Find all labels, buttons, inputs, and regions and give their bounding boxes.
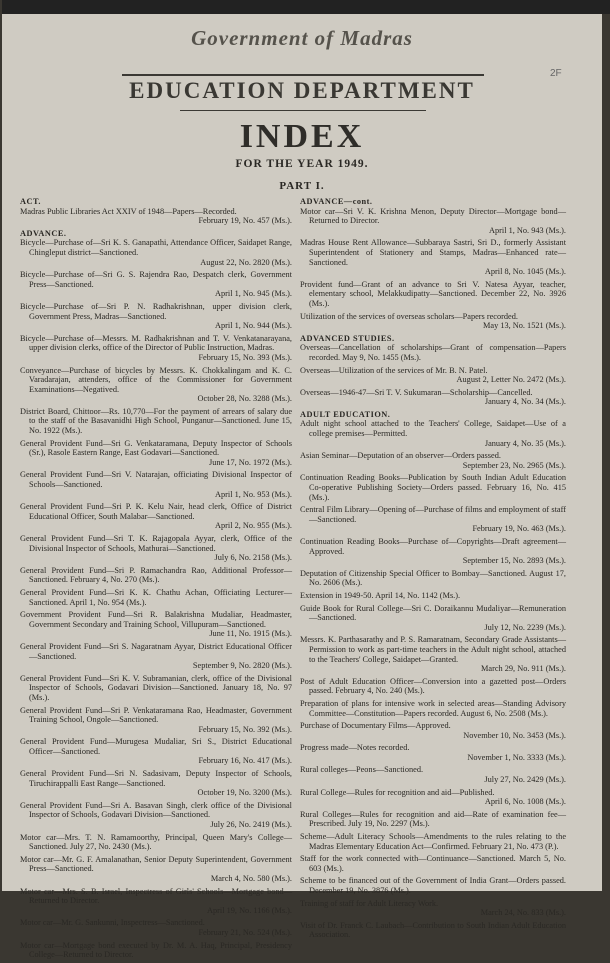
entry-text: Overseas—Utilization of the services of Mr. B. N. Patel. (300, 365, 488, 375)
index-entry (300, 788, 566, 807)
index-entry (20, 674, 292, 703)
year-heading: FOR THE YEAR 1949. (235, 158, 369, 170)
entry-text: Conveyance—Purchase of bicycles by Messrs. K. Chokkalingam and K. C. Varadarajan, attenders, office of the Commissioner for Government Examinations—Negatived. (20, 365, 292, 394)
entry-reference: February 19, No. 463 (Ms.). (472, 524, 566, 534)
index-entry (300, 899, 566, 918)
entry-reference: January 4, No. 35 (Ms.). (484, 438, 566, 448)
index-entry (20, 887, 292, 916)
index-entry (300, 280, 566, 309)
entry-reference: September 9, No. 2820 (Ms.). (192, 661, 292, 671)
entry-reference: January 4, No. 34 (Ms.). (484, 397, 566, 407)
entry-reference: February 16, No. 417 (Ms.). (198, 756, 292, 766)
entry-text: Madras House Rent Allowance—Subbaraya Sastri, Sri D., formerly Assistant Superintendent of Stationery and Stamps, Madras—Enhanced rate—Sanctioned. (300, 238, 566, 267)
entry-text: Asian Seminar—Deputation of an observer—Orders passed. (300, 451, 501, 461)
index-entry (20, 769, 292, 798)
index-title: INDEX (239, 118, 365, 155)
index-entry (20, 238, 292, 267)
index-entry (20, 941, 292, 960)
entry-text: General Provident Fund—Sri A. Basavan Singh, clerk office of the Divisional Inspector of Schools, Godavari Division—Sanctioned. (20, 800, 292, 820)
entry-reference: February 19, No. 457 (Ms.). (198, 216, 292, 226)
entry-reference: April 1, No. 943 (Ms.). (489, 225, 566, 235)
entry-reference: July 12, No. 2239 (Ms.). (484, 622, 566, 632)
index-entry (300, 473, 566, 502)
entry-reference: August 22, No. 2820 (Ms.). (200, 257, 292, 267)
index-entry (20, 566, 292, 585)
entry-text: Messrs. K. Parthasarathy and P. S. Ramaratnam, Secondary Grade Assistants—Permission to work as part-time teachers in the Adult night school, attached to the Teachers' College, Saidapet—Granted. (300, 635, 566, 664)
entry-text: Staff for the work connected with—Continuance—Sanctioned. March 5, No. 603 (Ms.). (300, 854, 566, 873)
entry-text: Bicycle—Purchase of—Sri G. S. Rajendra Rao, Despatch clerk, Government Press—Sanctioned. (20, 270, 292, 289)
government-heading: Government of Madras (191, 26, 413, 50)
section-heading: ACT. (20, 197, 41, 206)
index-entry (300, 832, 566, 851)
entry-text: Bicycle—Purchase of—Sri K. S. Ganapathi, Attendance Officer, Saidapet Range, Chingleput district—Sanctioned. (20, 238, 292, 257)
entry-reference: April 2, No. 955 (Ms.). (215, 521, 292, 531)
index-entry (20, 610, 292, 639)
index-entry (300, 876, 566, 895)
right-column (300, 194, 566, 943)
entry-text: Bicycle—Purchase of—Sri P. N. Radhakrishnan, upper division clerk, Government Press, Madras—Sanctioned. (20, 301, 292, 321)
entry-text: Motor car—Sri V. K. Krishna Menon, Deputy Director—Mortgage bond—Returned to Director. (300, 206, 566, 226)
index-entry (20, 270, 292, 299)
top-rule (122, 74, 484, 76)
entry-reference: March 4, No. 580 (Ms.). (210, 874, 292, 883)
index-entry (300, 419, 566, 448)
index-entry (300, 451, 566, 470)
entry-text: Bicycle—Purchase of—Messrs. M. Radhakrishnan and T. V. Venkatanarayana, upper division clerks, office of the Director of Public Instruction, Madras. (20, 333, 292, 353)
index-entry (300, 505, 566, 534)
entry-text: Continuation Reading Books—Purchase of—Copyrights—Draft agreement—Approved. (300, 537, 566, 556)
index-entry (300, 699, 566, 718)
entry-text: General Provident Fund—Sri P. Ramachandra Rao, Additional Professor—Sanctioned. February 4, No. 270 (Ms.). (20, 565, 292, 585)
entry-text: Rural College—Rules for recognition and aid—Published. (300, 787, 495, 797)
section-heading: ADULT EDUCATION. (300, 409, 391, 419)
scan-top-edge (2, 0, 610, 14)
index-entry (20, 334, 292, 363)
entry-reference: March 24, No. 833 (Ms.). (480, 908, 566, 918)
entry-text: Utilization of the services of overseas scholars—Papers recorded. (300, 311, 518, 321)
entry-reference: July 6, No. 2158 (Ms.). (214, 553, 292, 563)
entry-reference: April 1, No. 953 (Ms.). (215, 489, 292, 499)
entry-reference: April 1, No. 944 (Ms.). (215, 321, 292, 331)
index-entry (20, 534, 292, 563)
entry-text: General Provident Fund—Sri P. K. Kelu Nair, head clerk, Office of District Educational Officer, South Malabar—Sanctioned. (20, 502, 292, 521)
index-entry (20, 833, 292, 852)
entry-text: Overseas—1946-47—Sri T. V. Sukumaran—Scholarship—Cancelled. (300, 387, 533, 397)
entry-text: General Provident Fund—Sri K. V. Subramanian, clerk, office of the Divisional Inspector of Schools, Godavari Division—Sanctioned. January 18, No. 97 (Ms.). (20, 673, 292, 702)
entry-text: Motor car—Mr. G. Sankunni, Inspectress—Sanctioned. (20, 918, 205, 928)
mid-rule (180, 110, 426, 111)
entry-text: Training of staff for Adult Literacy Work. (300, 898, 439, 908)
entry-text: Deputation of Citizenship Special Officer to Bombay—Sanctioned. August 17, No. 2606 (Ms.). (300, 568, 566, 588)
entry-text: Scheme to be financed out of the Government of India Grant—Orders passed. December 19, No. 3876 (Ms.). (300, 876, 566, 895)
index-entry (300, 569, 566, 588)
entry-text: Provident fund—Grant of an advance to Sri V. Natesa Ayyar, teacher, elementary school, Melakkudipatty—Sanctioned. December 22, No. 3926 (Ms.). (300, 279, 566, 308)
part-heading: PART I. (279, 180, 325, 192)
entry-text: General Provident Fund—Sri S. Nagaratnam Ayyar, District Educational Officer—Sanctioned. (20, 641, 292, 661)
index-entry (20, 737, 292, 766)
index-entry (20, 502, 292, 531)
entry-reference: November 1, No. 3333 (Ms.). (467, 752, 566, 762)
entry-text: Rural Colleges—Rules for recognition and aid—Rate of examination fee—Prescribed. July 19, No. 2297 (Ms.). (300, 809, 566, 829)
entry-reference: July 26, No. 2419 (Ms.). (210, 820, 292, 830)
index-entry (300, 343, 566, 362)
page-number: 2F (550, 68, 562, 79)
entry-reference: November 10, No. 3453 (Ms.). (463, 730, 566, 740)
index-entry (300, 721, 566, 740)
entry-text: Government Provident Fund—Sri R. Balakrishna Mudaliar, Headmaster, Government Secondary and Training School, Villupuram—Sanctioned. (20, 610, 292, 629)
index-entry (20, 588, 292, 607)
entry-reference: April 8, No. 1045 (Ms.). (484, 267, 566, 277)
entry-text: Progress made—Notes recorded. (300, 743, 410, 753)
entry-text: Visit of Dr. Franck C. Laubach—Contribution to South Indian Adult Education Association. (300, 920, 566, 940)
entry-text: General Provident Fund—Sri K. K. Chathu Achan, Officiating Lecturer—Sanctioned. April 1, No. 954 (Ms.). (20, 587, 292, 607)
index-page (2, 0, 602, 960)
entry-text: Post of Adult Education Officer—Conversion into a gazetted post—Orders passed. February 4, No. 240 (Ms.). (300, 676, 566, 696)
index-entry (300, 677, 566, 696)
index-entry (300, 388, 566, 407)
index-entry (300, 238, 566, 276)
index-entry (300, 537, 566, 566)
entry-reference: February 21, No. 524 (Ms.). (198, 927, 292, 937)
index-entry (300, 743, 566, 762)
index-entry (20, 207, 292, 226)
entry-reference: September 15, No. 2893 (Ms.). (462, 556, 566, 566)
index-entry (20, 918, 292, 937)
section-heading: ADVANCED STUDIES. (300, 333, 395, 343)
index-entry (300, 921, 566, 940)
index-entry (20, 706, 292, 735)
index-entry (300, 312, 566, 331)
index-entry (20, 642, 292, 671)
entry-text: Motor car—Mortgage bond executed by Dr. M. A. Haq, Principal, Presidency College—Returned to Director. (20, 940, 292, 960)
entry-reference: April 1, No. 945 (Ms.). (215, 289, 292, 299)
entry-text: Motor car—Mr. G. F. Amalanathan, Senior Deputy Superintendent, Government Press—Sanctioned. (20, 854, 292, 874)
entry-text: Rural colleges—Peons—Sanctioned. (300, 765, 424, 775)
index-entry (300, 366, 566, 385)
entry-text: General Provident Fund—Sri P. Venkataramana Rao, Headmaster, Government Training School, Ongole—Sanctioned. (20, 705, 292, 725)
index-entry (300, 765, 566, 784)
entry-text: Overseas—Cancellation of scholarships—Grant of compensation—Papers recorded. May 9, No. 1455 (Ms.). (300, 343, 566, 362)
index-entry (20, 470, 292, 499)
entry-text: General Provident Fund—Sri G. Venkataramana, Deputy Inspector of Schools (Sr.), Rasole Eastern Range, East Godavari—Sanctioned. (20, 438, 292, 458)
entry-reference: October 28, No. 3288 (Ms.). (197, 394, 292, 404)
index-entry (20, 801, 292, 830)
index-entry (20, 366, 292, 404)
entry-reference: February 15, No. 393 (Ms.). (198, 352, 292, 362)
entry-text: Motor car—Mrs. T. N. Ramamoorthy, Principal, Queen Mary's College—Sanctioned. July 27, No. 2430 (Ms.). (20, 832, 292, 852)
entry-text: General Provident Fund—Murugesa Mudaliar, Sri S., District Educational Officer—Sanctioned. (20, 737, 292, 756)
entry-text: Adult night school attached to the Teachers' College, Saidapet—Use of a college premises—Permitted. (300, 419, 566, 439)
entry-reference: August 2, Letter No. 2472 (Ms.). (456, 375, 566, 385)
index-entry (300, 591, 566, 601)
entry-reference: October 19, No. 3200 (Ms.). (197, 788, 292, 798)
entry-reference: June 17, No. 1972 (Ms.). (209, 457, 292, 467)
section-heading: ADVANCE. (20, 228, 67, 238)
entry-text: General Provident Fund—Sri N. Sadasivam, Deputy Inspector of Schools, Tiruchirappalli East Range—Sanctioned. (20, 769, 292, 788)
entry-reference: March 29, No. 911 (Ms.). (481, 664, 566, 674)
index-entry (20, 302, 292, 331)
entry-text: Central Film Library—Opening of—Purchase of films and employment of staff—Sanctioned. (300, 505, 566, 524)
entry-reference: May 13, No. 1521 (Ms.). (483, 321, 566, 331)
entry-text: Motor car—Mrs. S. B. Israel, Inspectress of Girls' Schools—Mortgage bond—Returned to Director. (20, 886, 292, 906)
entry-text: Continuation Reading Books—Publication by South Indian Adult Education Co-operative Publishing Society—Orders passed. February 16, No. 415 (Ms.). (300, 473, 566, 502)
entry-text: Purchase of Documentary Films—Approved. (300, 721, 451, 731)
entry-reference: September 23, No. 2965 (Ms.). (462, 460, 566, 470)
entry-text: General Provident Fund—Sri T. K. Rajagopala Ayyar, clerk, Office of the Divisional Inspector of Schools, Mathurai—Sanctioned. (20, 534, 292, 553)
entry-text: Guide Book for Rural College—Sri C. Doraikannu Mudaliyar—Remuneration—Sanctioned. (300, 603, 566, 623)
entry-text: General Provident Fund—Sri V. Natarajan, officiating Divisional Inspector of Schools—Sanctioned. (20, 470, 292, 490)
left-column (20, 194, 292, 963)
entry-reference: April 19, No. 1166 (Ms.). (207, 905, 292, 915)
index-entry (300, 207, 566, 236)
index-entry (300, 604, 566, 633)
entry-text: Preparation of plans for intensive work in selected areas—Standing Advisory Committee—Constitution—Papers recorded. August 6, No. 2508 (Ms.). (300, 698, 566, 718)
entry-text: Extension in 1949-50. April 14, No. 1142 (Ms.). (300, 590, 461, 600)
index-entry (20, 855, 292, 884)
entry-text: District Board, Chittoor—Rs. 10,770—For the payment of arrears of salary due to the staff of the Basavanidhi High School, Punganur—Sanctioned. June 15, No. 1922 (Ms.). (20, 406, 292, 436)
section-heading: ADVANCE—cont. (300, 197, 373, 206)
entry-text: Madras Public Libraries Act XXIV of 1948—Papers—Recorded. (20, 206, 237, 216)
entry-reference: February 15, No. 392 (Ms.). (198, 724, 292, 734)
index-entry (20, 407, 292, 436)
index-entry (300, 854, 566, 873)
entry-text: Scheme—Adult Literacy Schools—Amendments to the rules relating to the Madras Elementary Education Act—Confirmed. February 21, No. 473 (P.). (300, 832, 566, 851)
entry-reference: July 27, No. 2429 (Ms.). (484, 775, 566, 785)
index-entry (300, 810, 566, 829)
entry-reference: June 11, No. 1915 (Ms.). (209, 629, 292, 639)
entry-reference: April 6, No. 1008 (Ms.). (484, 797, 566, 807)
department-title: EDUCATION DEPARTMENT (129, 78, 475, 103)
index-entry (300, 635, 566, 673)
index-entry (20, 439, 292, 468)
